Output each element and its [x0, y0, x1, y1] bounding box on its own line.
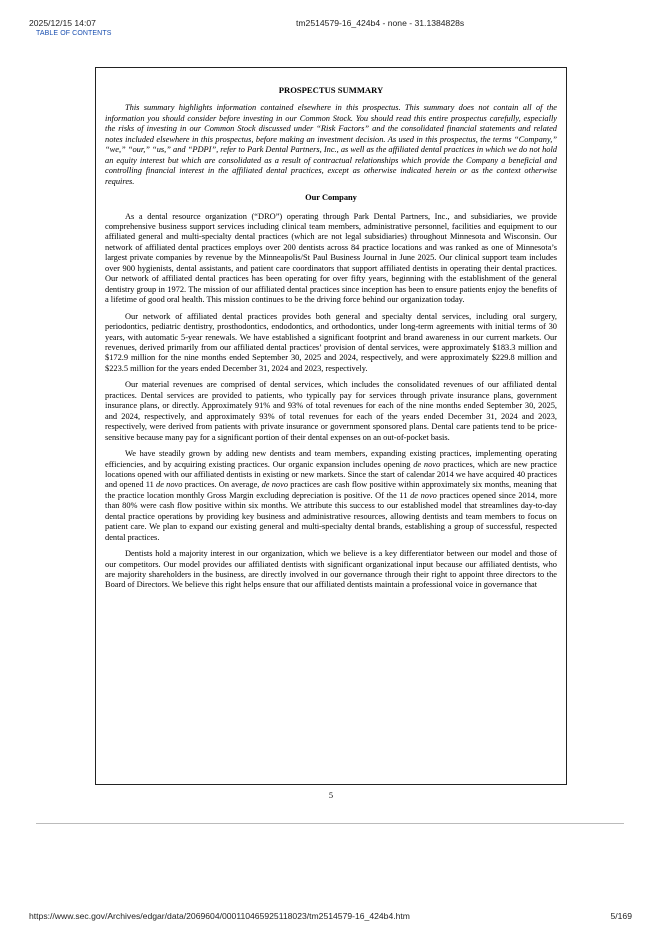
- growth-text-3: practices. On average,: [182, 480, 262, 490]
- paragraph-dentist-ownership: Dentists hold a majority interest in our organization, which we believe is a key differentiator between our model and those of our competitors. Our model provides our affiliated dentists with significant organizational input because our affiliated dentists, who are majority shareholders in the business, are directly involved in our governance through their right to appoint three directors to the Board of Directors. We believe this right helps ensure that our affiliated dentists maintain a professional voice in governance that: [105, 549, 557, 590]
- paragraph-services-revenue: Our network of affiliated dental practices provides both general and specialty dental services, including oral surgery, periodontics, pediatric dentistry, prosthodontics, endodontics, and orthodontics, under long-term agreements with initial terms of 30 years, with automatic 5-year renewals. We have established a significant footprint and brand awareness in our current markets. Our revenues, derived primarily from our affiliated dental practices’ provision of dental services, were approximately $183.3 million and $172.9 million for the nine months ended September 30, 2025 and 2024, respectively, and were approximately $229.8 million and $223.5 million for the years ended December 31, 2024 and 2023, respectively.: [105, 311, 557, 373]
- print-url: https://www.sec.gov/Archives/edgar/data/2069604/000110465925118023/tm2514579-16_424b4.htm: [29, 911, 410, 921]
- page-divider: [36, 823, 624, 824]
- de-novo-term: de novo: [261, 480, 289, 490]
- print-page-count: 5/169: [610, 911, 632, 921]
- prospectus-summary-content: [105, 85, 557, 597]
- page-number: 5: [328, 791, 334, 800]
- de-novo-term: de novo: [413, 459, 441, 469]
- growth-text-2: practices, which are new practice locations opened with our affiliated dentists in existing or new markets. Since the start of calendar 2014 we have acquired 40 practices and opened 11: [105, 459, 557, 490]
- table-of-contents-link[interactable]: TABLE OF CONTENTS: [36, 30, 112, 37]
- growth-text-4: practices are cash flow positive within approximately six months, meaning that the practice location monthly Gross Margin excluding depreciation is positive. Of the 11: [105, 480, 558, 500]
- paragraph-material-revenues: Our material revenues are comprised of dental services, which includes the consolidated revenues of our affiliated dental practices. Dental services are provided to patients, who typically pay for services through private insurance plans, government insurance plans, or directly. Approximately 91% and 93% of total revenues for each of the nine months ended September 30, 2025, and 2024, respectively, and approximately 93% of total revenues for each of the years ended December 31, 2024 and 2023, respectively, were derived from patients with private insurance or government sponsored plans. Dental care patients tend to be price-sensitive because many pay for a significant portion of their dental expenses on an out-of-pocket basis.: [105, 380, 557, 442]
- section-heading-our-company: Our Company: [305, 193, 357, 203]
- de-novo-term: de novo: [156, 480, 183, 490]
- growth-text-1: We have steadily grown by adding new dentists and team members, expanding existing practices, implementing operating efficiencies, and by acquiring existing practices. Our organic expansion includes opening: [105, 449, 557, 469]
- page-title: PROSPECTUS SUMMARY: [278, 85, 384, 95]
- growth-text-5: practices opened since 2014, more than 80% were cash flow positive within six months. We attribute this success to our established model that streamlines day-to-day dental practice operations by providing key business and administrative resources, allowing dentists and team members to focus on patient care. We plan to expand our existing general and multi-specialty dental brands, establishing a group of successful, respected dental practices.: [105, 490, 558, 542]
- print-timestamp: 2025/12/15 14:07: [29, 18, 96, 28]
- print-doc-title: tm2514579-16_424b4 - none - 31.1384828s: [296, 18, 465, 28]
- intro-paragraph: This summary highlights information contained elsewhere in this prospectus. This summary does not contain all of the information you should consider before investing in our Common Stock. You should read this entire prospectus carefully, especially the risks of investing in our Common Stock discussed under “Risk Factors” and the consolidated financial statements and related notes included elsewhere in this prospectus, before making an investment decision. As used in this prospectus, the terms “Company,” “we,” “our,” “us,” and “PDPI”, refer to Park Dental Partners, Inc., as well as the affiliated dental practices in which we do not hold an equity interest but which are consolidated as a result of contractual relationships which provide the Company a beneficial and controlling financial interest in the affiliated dental practices, except as otherwise indicated herein or as the context otherwise requires.: [105, 103, 557, 186]
- de-novo-term: de novo: [410, 490, 437, 500]
- paragraph-dro-overview: As a dental resource organization (“DRO”) operating through Park Dental Partners, Inc., and subsidiaries, we provide comprehensive business support services including clinical team members, administrative personnel, facilities and equipment to our affiliated general and multi-specialty dental practices (which are not legal subsidiaries) throughout Minnesota and Wisconsin. Our network of affiliated dental practices employs over 200 dentists across 84 practice locations and was ranked as one of Minnesota’s largest private companies by revenue by the Minneapolis/St Paul Business Journal in June 2025. Our clinical support team includes over 900 hygienists, dental assistants, and patient care coordinators that support affiliated dentists in operating their dental practices. Our network of affiliated dental practices has been operating for over fifty years, beginning with the establishment of the general dentistry group in 1972. The mission of our affiliated dental practices since inception has been to ensure patients enjoy the benefits of a lifetime of good oral health. This mission continues to be the driving force behind our organization today.: [105, 211, 557, 305]
- paragraph-growth: [105, 449, 557, 543]
